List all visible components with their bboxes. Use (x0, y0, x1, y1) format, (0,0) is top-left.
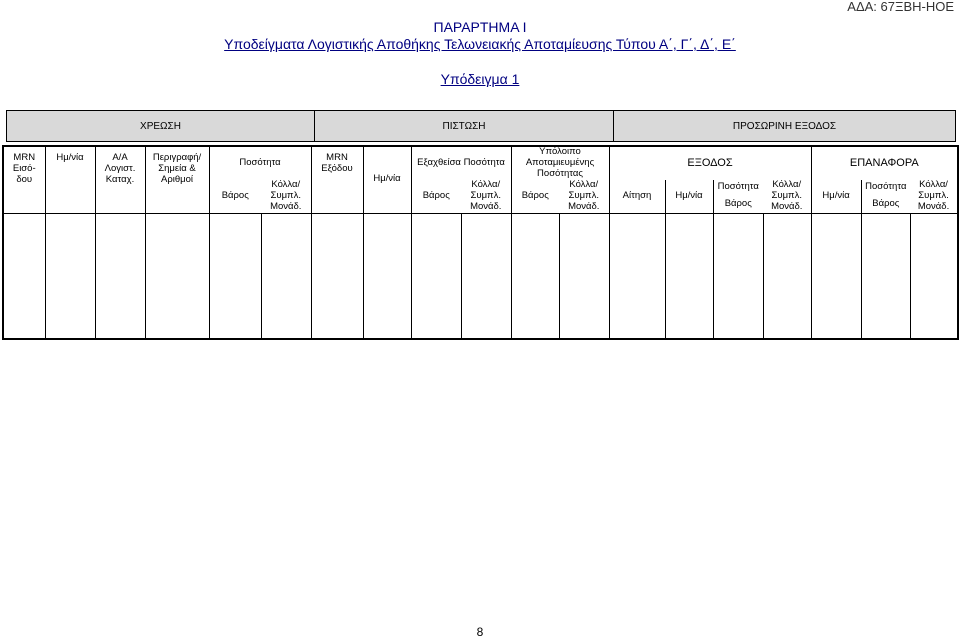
table-row (3, 213, 958, 339)
header-exit: ΕΞΟΔΟΣ (609, 146, 811, 180)
header-remaining-quantity: Υπόλοιπο Αποταμιευμένης Ποσότητας (511, 146, 609, 180)
header-description: Περιγραφή/ Σημεία & Αριθμοί (145, 146, 209, 213)
header-packages-exit: Κόλλα/ Συμπλ. Μονάδ. (763, 180, 811, 213)
header-weight-exit-label: Βάρος (724, 198, 752, 210)
header-date-exit: Ημ/νία (665, 180, 713, 213)
header-date-in: Ημ/νία (45, 146, 95, 213)
header-weight-reimport (861, 180, 910, 213)
header-packages-remaining: Κόλλα/ Συμπλ. Μονάδ. (559, 180, 609, 213)
header-quantity-debit: Ποσότητα (209, 146, 311, 180)
header-weight-debit: Βάρος (209, 180, 261, 213)
header-quantity-exit: Ποσότητα (717, 181, 759, 193)
header-packages-exported: Κόλλα/ Συμπλ. Μονάδ. (461, 180, 511, 213)
section-debit: ΧΡΕΩΣΗ (7, 111, 315, 141)
header-quantity-reimport: Ποσότητα (865, 181, 907, 193)
document-subtitle: Υποδείγματα Λογιστικής Αποθήκης Τελωνειακής Αποταμίευσης Τύπου Α΄, Γ΄, Δ΄, Ε΄ (224, 36, 736, 52)
ledger-table (2, 145, 959, 340)
header-weight-remaining: Βάρος (511, 180, 559, 213)
header-date-reimport: Ημ/νία (811, 180, 861, 213)
header-weight-exported: Βάρος (411, 180, 461, 213)
header-packages-debit: Κόλλα/ Συμπλ. Μονάδ. (261, 180, 311, 213)
header-weight-exit (713, 180, 763, 213)
example-heading: Υπόδειγμα 1 (440, 71, 520, 87)
page-number: 8 (476, 625, 484, 639)
header-mrn-out: MRN Εξόδου (311, 146, 363, 213)
header-request: Αίτηση (609, 180, 665, 213)
header-mrn-in: MRN Εισό-δου (3, 146, 45, 213)
header-exported-quantity: Εξαχθείσα Ποσότητα (411, 146, 511, 180)
header-date-out: Ημ/νία (363, 146, 411, 213)
header-entry-number: Α/Α Λογιστ. Καταχ. (95, 146, 145, 213)
header-packages-reimport: Κόλλα/ Συμπλ. Μονάδ. (910, 180, 958, 213)
ada-code: ΑΔΑ: 67ΞΒΗ-ΗΟΕ (847, 0, 954, 14)
header-weight-reimport-label: Βάρος (872, 198, 900, 210)
section-temp-exit: ΠΡΟΣΩΡΙΝΗ ΕΞΟΔΟΣ (732, 120, 837, 132)
header-reimport: ΕΠΑΝΑΦΟΡΑ (811, 146, 958, 180)
section-credit: ΠΙΣΤΩΣΗ (315, 111, 614, 141)
section-band (6, 110, 956, 142)
document-title: ΠΑΡΑΡΤΗΜΑ Ι (433, 19, 527, 35)
